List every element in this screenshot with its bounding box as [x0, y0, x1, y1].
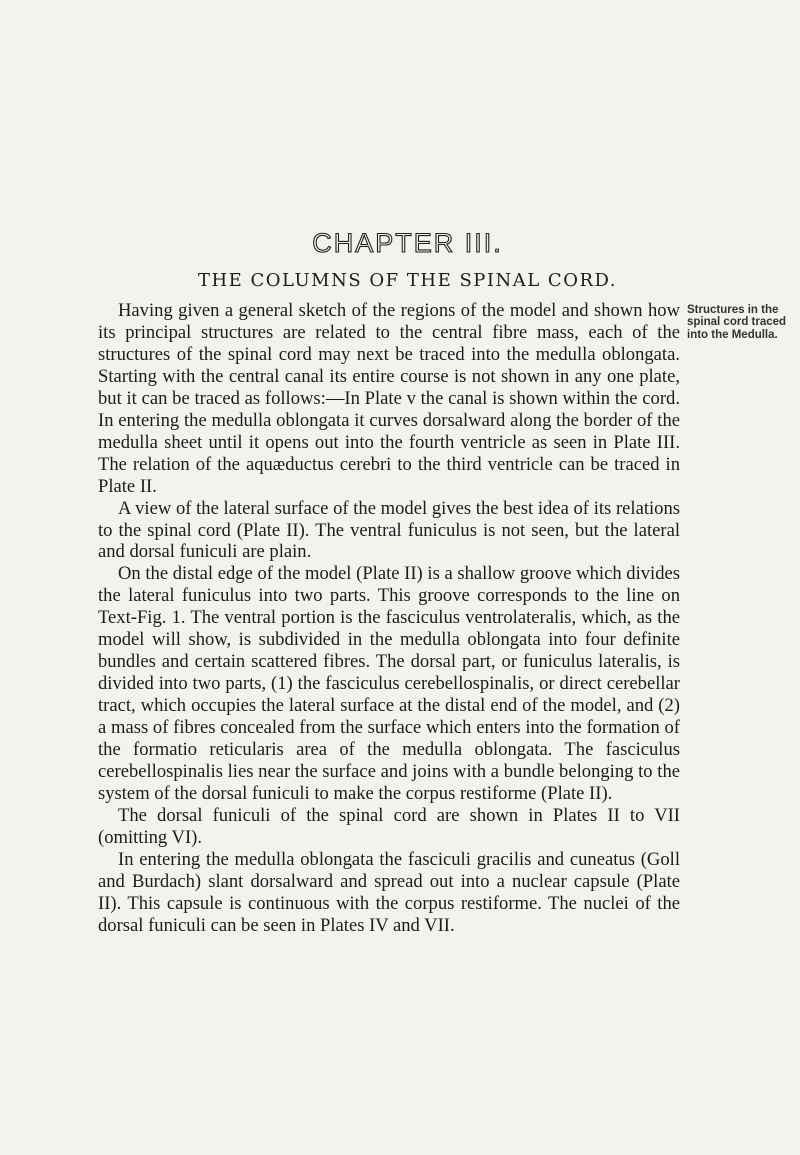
paragraph: Having given a general sketch of the regions of the model and shown how its principal structures are related to the central fibre mass, each of the structures of the spinal cord may next be traced into the medulla oblongata. Starting with the central canal its entire course is not shown in any one plate, but it can be traced as follows:—In Plate v the canal is shown within the cord. In entering the medulla oblongata it curves dorsalward along the border of the medulla sheet until it opens out into the fourth ventricle as seen in Plate III. The relation of the aquæductus cerebri to the third ventricle can be traced in Plate II.: [98, 300, 680, 497]
paragraph: In entering the medulla oblongata the fasciculi gracilis and cuneatus (Goll and Burdach) slant dorsalward and spread out into a nuclear capsule (Plate II). This capsule is continuous with the corpus restiforme. The nuclei of the dorsal funiculi can be seen in Plates IV and VII.: [98, 848, 680, 936]
chapter-subtitle: THE COLUMNS OF THE SPINAL CORD.: [197, 270, 618, 291]
body-text: [98, 300, 680, 937]
paragraph: A view of the lateral surface of the model gives the best idea of its relations to the spinal cord (Plate II). The ventral funiculus is not seen, but the lateral and dorsal funiculi are plain.: [98, 497, 680, 563]
paragraph: The dorsal funiculi of the spinal cord are shown in Plates II to VII (omitting VI).: [98, 804, 680, 848]
margin-note: Structures in the spinal cord traced into the Medulla.: [687, 304, 787, 341]
chapter-title: CHAPTER III.: [312, 228, 503, 258]
paragraph: On the distal edge of the model (Plate II) is a shallow groove which divides the lateral funiculus into two parts. This groove corresponds to the line on Text-Fig. 1. The ventral portion is the fasciculus ventrolateralis, which, as the model will show, is subdivided in the medulla oblongata into four definite bundles and certain scattered fibres. The dorsal part, or funiculus lateralis, is divided into two parts, (1) the fasciculus cerebellospinalis, or direct cerebellar tract, which occupies the lateral surface at the distal end of the model, and (2) a mass of fibres concealed from the surface which enters into the formation of the formatio reticularis area of the medulla oblongata. The fasciculus cerebellospinalis lies near the surface and joins with a bundle belonging to the system of the dorsal funiculi to make the corpus restiforme (Plate II).: [98, 563, 680, 804]
